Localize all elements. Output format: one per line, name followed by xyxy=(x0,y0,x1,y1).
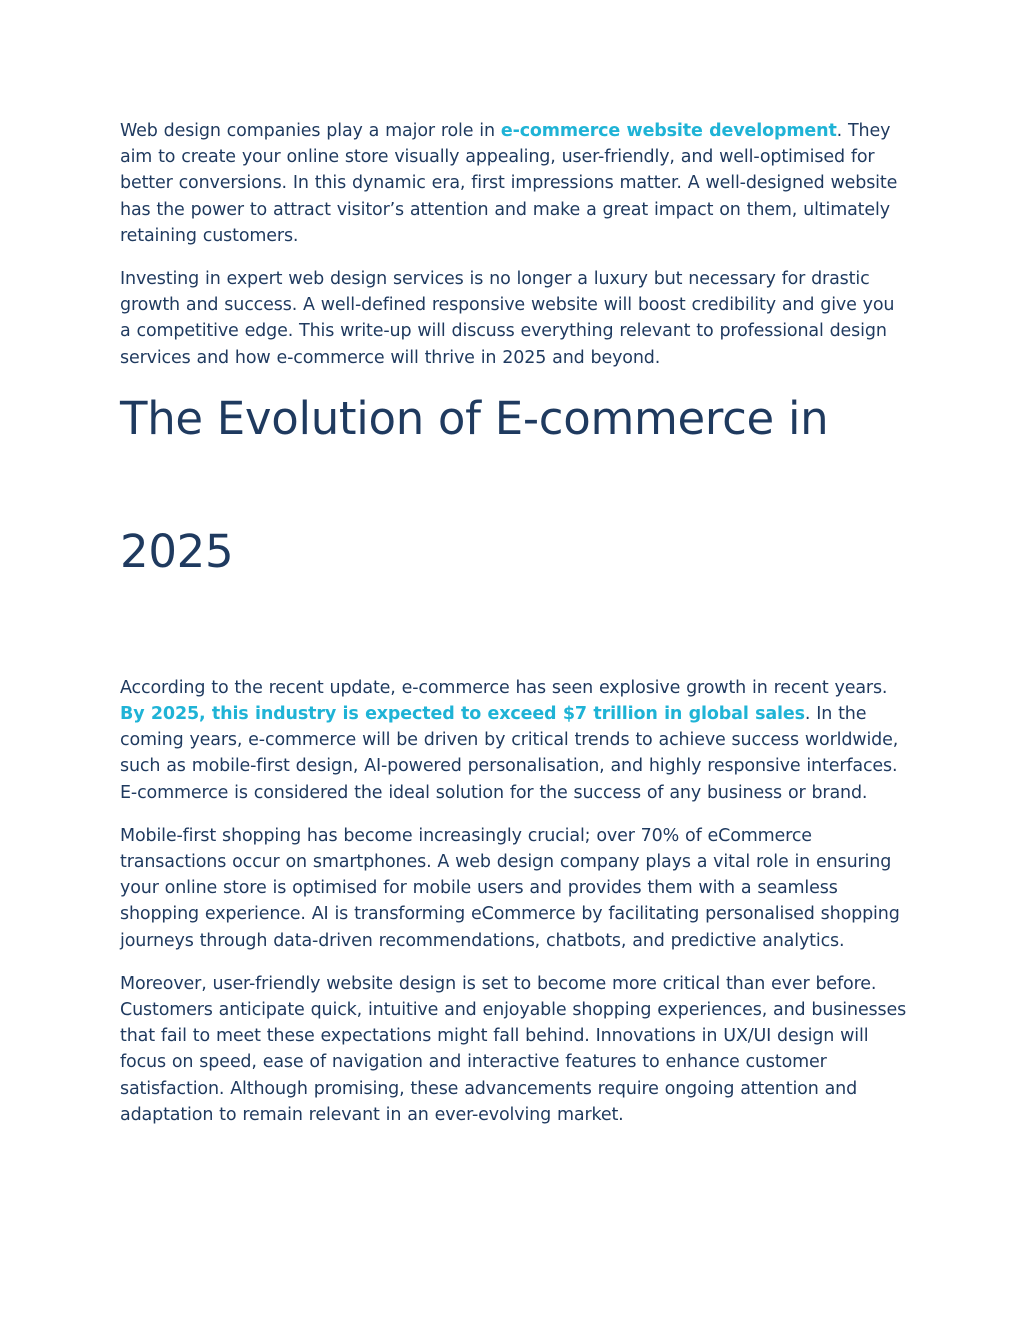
section-paragraph-2: Mobile-first shopping has become increasingly crucial; over 70% of eCommerce transactions occur on smartphones. A web design company plays a vital role in ensuring your online store is optimised for mobile users and provides them with a seamless shopping experience. AI is transforming eCommerce by facilitating personalised shopping journeys through data-driven recommendations, chatbots, and predictive analytics. xyxy=(120,825,900,951)
section-paragraph-1-text-after: . In the coming years, e-commerce will be driven by critical trends to achieve success worldwide, such as mobile-first design, AI-powered personalisation, and highly responsive interfaces. E-commerce is considered the ideal solution for the success of any business or brand. xyxy=(120,704,899,803)
section-heading-line-2: 2025 xyxy=(120,524,234,578)
intro-paragraph-1-text-before: Web design companies play a major role in xyxy=(120,121,501,141)
section-paragraph-1-text-before: According to the recent update, e-commerce has seen explosive growth in recent years. xyxy=(120,677,888,698)
global-sales-link[interactable]: By 2025, this industry is expected to exceed $7 trillion in global sales xyxy=(120,704,805,725)
intro-paragraph-1 xyxy=(120,118,910,249)
section-paragraph-1 xyxy=(120,675,910,806)
intro-paragraph-2: Investing in expert web design services is no longer a luxury but necessary for drastic growth and success. A well-defined responsive website will boost credibility and give you a competitive edge. This write-up will discuss everything relevant to professional design services and how e-commerce will thrive in 2025 and beyond. xyxy=(120,269,895,368)
section-paragraph-3: Moreover, user-friendly website design is set to become more critical than ever before. Customers anticipate quick, intuitive and enjoyable shopping experiences, and businesses that fail to meet these expectations might fall behind. Innovations in UX/UI design will focus on speed, ease of navigation and interactive features to enhance customer satisfaction. Although promising, these advancements require ongoing attention and adaptation to remain relevant in an ever-evolving market. xyxy=(120,973,907,1125)
ecommerce-development-link[interactable]: e-commerce website development xyxy=(500,121,837,141)
document-body xyxy=(120,118,910,1128)
intro-paragraph-1-text-after: . They aim to create your online store visually appealing, user-friendly, and well-optimised for better conversions. In this dynamic era, first impressions matter. A well-designed website has the power to attract visitor’s attention and make a great impact on them, ultimately retaining customers. xyxy=(120,121,898,246)
section-heading-line-1: The Evolution of E-commerce in xyxy=(120,391,829,445)
